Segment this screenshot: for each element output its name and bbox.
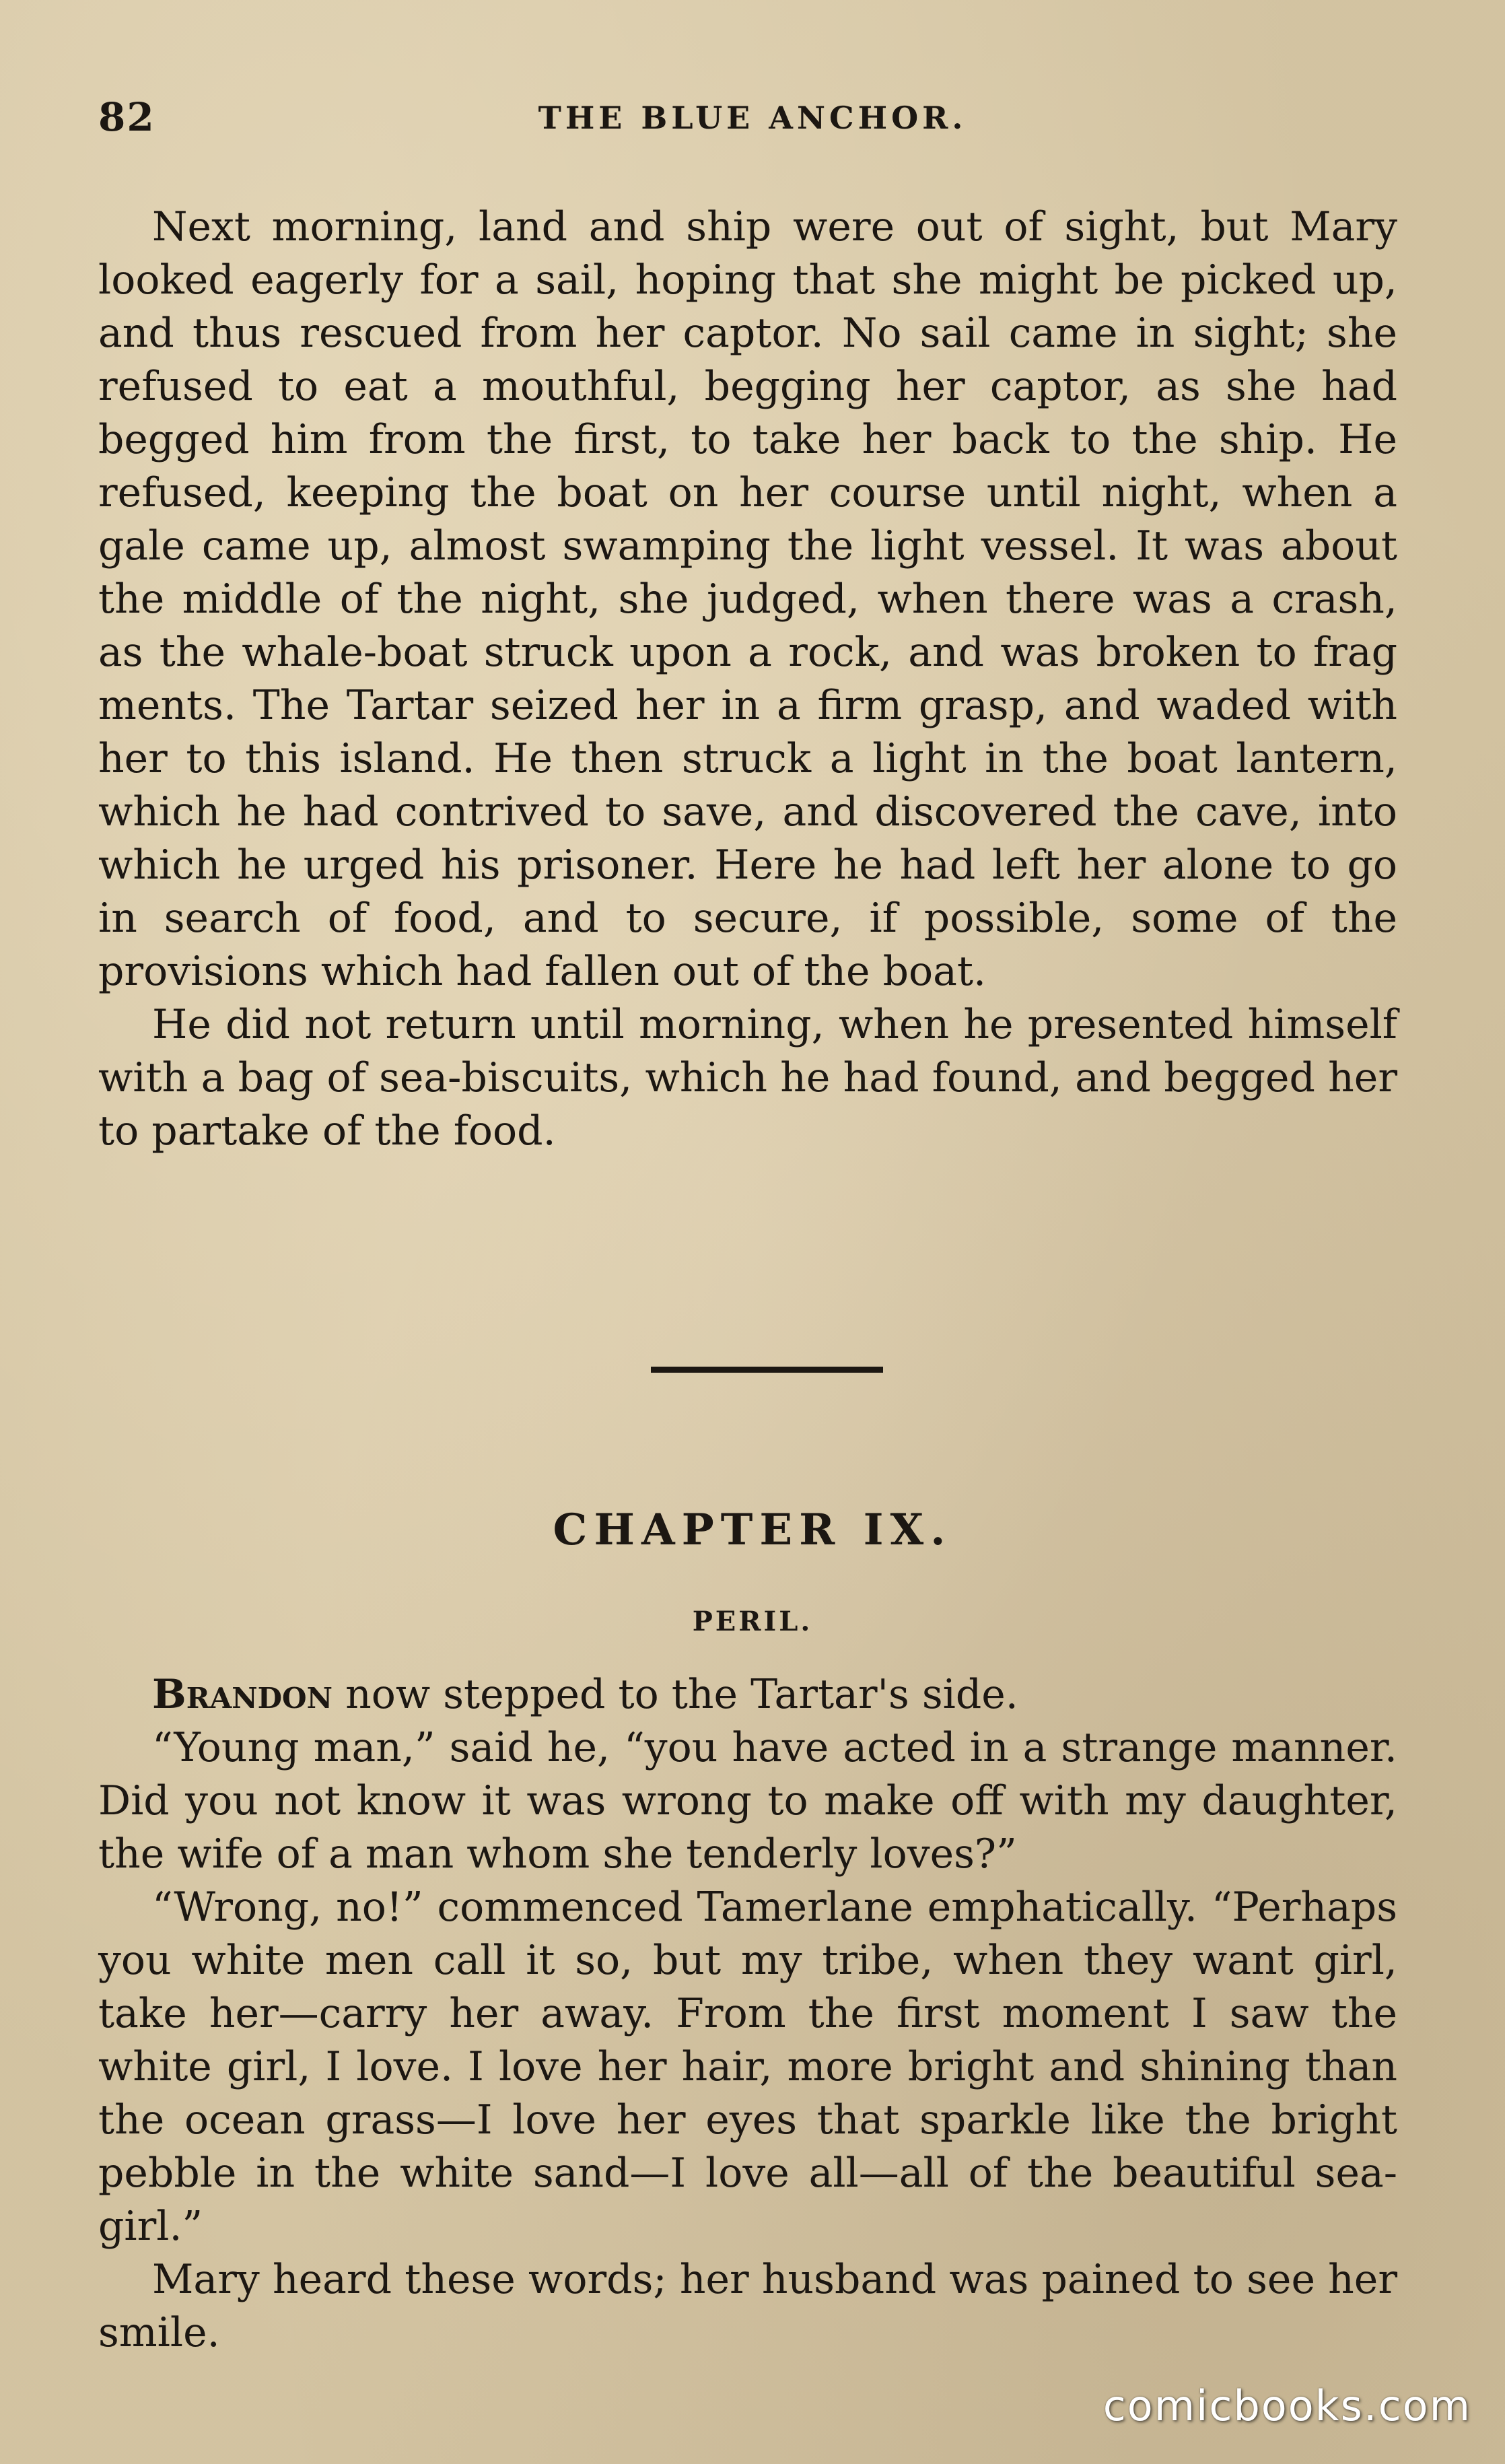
page-number: 82 [98,94,155,140]
text-before-chapter [98,201,1397,1158]
paragraph: “Wrong, no!” commenced Tamerlane emphatically. “Perhaps you white men call it so, but my tribe, when they want girl, take her—carry her away. From the first moment I saw the white girl, I love. I love her hair, more bright and shining than the ocean grass—I love her eyes that sparkle like the bright pebble in the white sand—I love all—all of the beautiful sea-girl.” [98,1884,1397,2250]
paragraph: “Young man,” said he, “you have acted in a strange manner. Did you not know it was wrong to make off with my daughter, the wife of a man whom she tenderly loves?” [98,1724,1397,1878]
chapter-text [98,1668,1397,2360]
section-divider [651,1367,883,1373]
chapter-subtitle: PERIL. [692,1606,813,1637]
paragraph: Mary heard these words; her husband was pained to see her smile. [98,2256,1397,2356]
running-title: THE BLUE ANCHOR. [538,100,967,136]
chapter-title: CHAPTER IX. [553,1505,952,1555]
paragraph: He did not return until morning, when he presented himself with a bag of sea-biscuits, which he had found, and begged her to partake of the food. [98,1001,1397,1155]
opening-sentence: now stepped to the Tartar's side. [332,1671,1018,1718]
paragraph [98,1668,1397,1721]
watermark: comicbooks.com [1102,2381,1471,2430]
paragraph: Next morning, land and ship were out of sight, but Mary looked eagerly for a sail, hoping that she might be picked up, and thus rescued from her captor. No sail came in sight; she refused to eat a mouthful, begging her captor, as she had begged him from the first, to take her back to the ship. He refused, keeping the boat on her course until night, when a gale came up, almost swamping the light vessel. It was about the middle of the night, she judged, when there was a crash, as the whale-boat struck upon a rock, and was broken to frag ments. The Tartar seized her in a firm grasp, and waded with her to this island. He then struck a light in the boat lantern, which he had contrived to save, and discovered the cave, into which he urged his prisoner. Here he had left her alone to go in search of food, and to secure, if possible, some of the provisions which had fallen out of the boat. [98,203,1397,995]
opening-word: Brandon [152,1671,332,1718]
